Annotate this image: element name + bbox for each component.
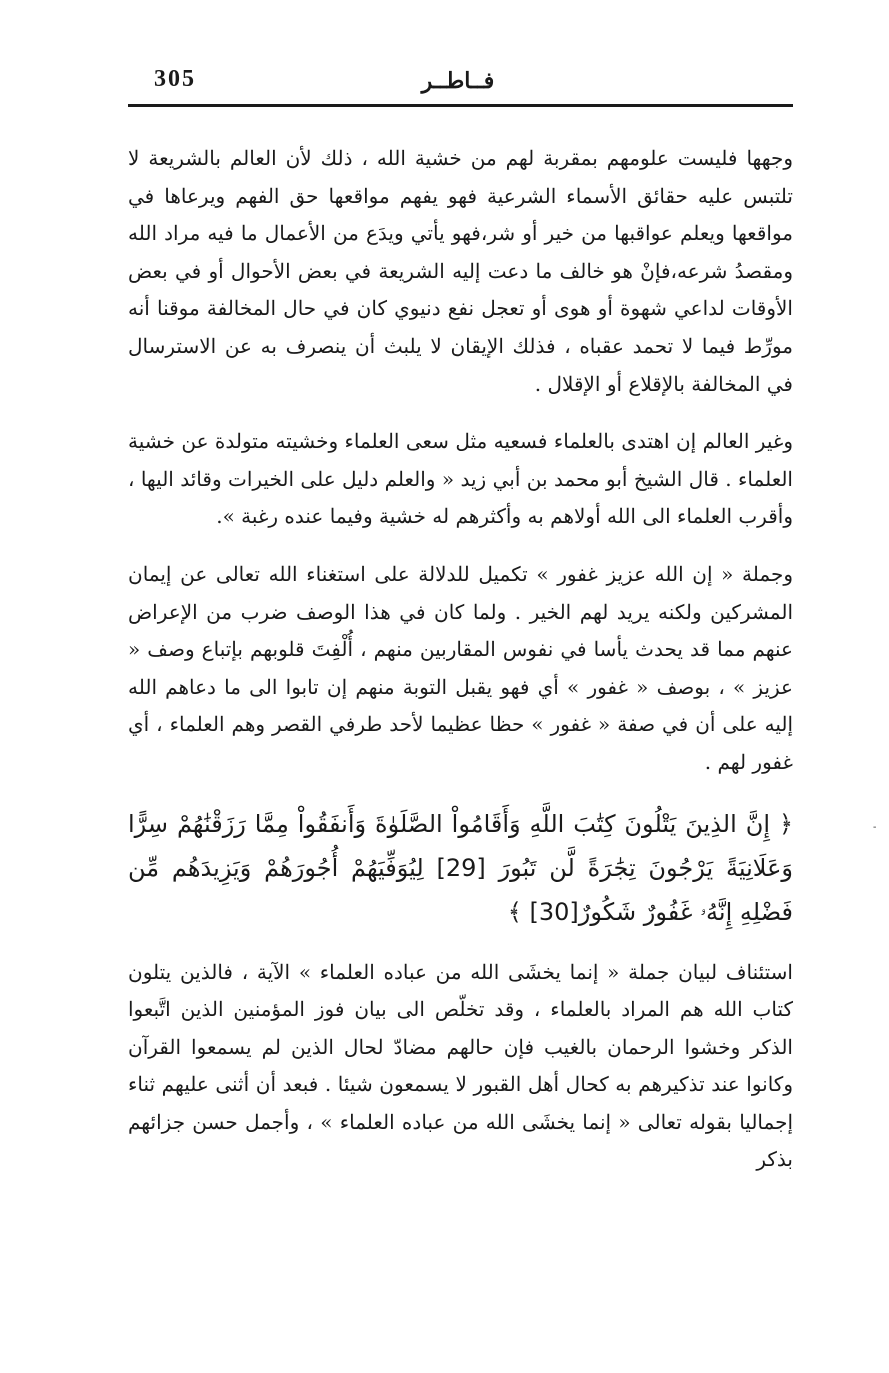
page-body bbox=[128, 140, 793, 1199]
page-number: 305 bbox=[154, 66, 196, 92]
page-header bbox=[128, 62, 793, 106]
running-title: فــاطــر bbox=[421, 68, 495, 94]
paragraph-2: وغير العالم إن اهتدى بالعلماء فسعيه مثل سعى العلماء وخشيته متولدة عن خشية العلماء . قال الشيخ أبو محمد بن أبي زيد « والعلم دليل على الخيرات وقائد اليها ، وأقرب العلماء الى الله أولاهم به وأكثرهم له خشية وفيما عنده رغبة ». bbox=[128, 429, 793, 529]
closing-paragraph: استئناف لبيان جملة « إنما يخشَى الله من عباده العلماء » الآية ، فالذين يتلون كتاب الله هم المراد بالعلماء ، وقد تخلّص الى بيان فوز المؤمنين الذين اتَّبعوا الذكر وخشوا الرحمان بالغيب فإن حالهم مضادّ لحال الذين لم يسمعوا القرآن وكانوا عند تذكيرهم به كحال أهل القبور لا يسمعون شيئا . فبعد أن أثنى عليهم ثناء إجماليا بقوله تعالى « إنما يخشَى الله من عباده العلماء » ، وأجمل حسن جزائهم بذكر bbox=[128, 959, 794, 1172]
paragraph-1: وجهها فليست علومهم بمقربة لهم من خشية الله ، ذلك لأن العالم بالشريعة لا تلتبس عليه حقائق الأسماء الشرعية فهو يفهم مواقعها حق الفهم ويرعاها في مواقعها ويعلم عواقبها من خير أو شر،فهو يأتي ويدَع من الأعمال ما فيه مراد الله ومقصدُ شرعه،فإنْ هو خالف ما دعت إليه الشريعة في بعض الأحوال أو في بعض الأوقات لداعي شهوة أو هوى أو تعجل نفع دنيوي كان في حال المخالفة موقنا أنه مورِّط فيما لا تحمد عقباه ، فذلك الإيقان لا يلبث أن ينصرف به عن الاسترسال في المخالفة بالإقلاع أو الإقلال . bbox=[128, 146, 793, 396]
paragraph-3: وجملة « إن الله عزيز غفور » تكميل للدلالة على استغناء الله تعالى عن إيمان المشركين ولكنه يريد لهم الخير . ولما كان في هذا الوصف ضرب من الإعراض عنهم مما قد يحدث يأسا في نفوس المقاربين منهم ، أُلْفِتَ قلوبهم بإتباع وصف « عزيز » ، بوصف « غفور » أي فهو يقبل التوبة منهم إن تابوا الى ما دعاهم الله إليه على أن في صفة « غفور » حظا عظيما لأحد طرفي القصر وهم العلماء ، أي غفور لهم . bbox=[128, 561, 793, 774]
quran-verse: ﴿ إِنَّ الذِينَ يَتْلُونَ كِتَٰبَ اللَّهِ وَأَقَامُواْ الصَّلَوٰةَ وَأَنفَقُواْ مِمَّا رَزَقْنَٰهُمْ سِرًّا وَعَلَانِيَةً يَرْجُونَ تِجَٰرَةً لَّن تَبُورَ [29] لِيُوَفِّيَهُمْ أُجُورَهُمْ وَيَزِيدَهُم مِّن فَضْلِهِ إِنَّهُۥ غَفُورٌ شَكُورٌ[30] ﴾ bbox=[128, 809, 793, 926]
header-rule bbox=[128, 104, 793, 107]
margin-mark: - bbox=[873, 822, 877, 833]
